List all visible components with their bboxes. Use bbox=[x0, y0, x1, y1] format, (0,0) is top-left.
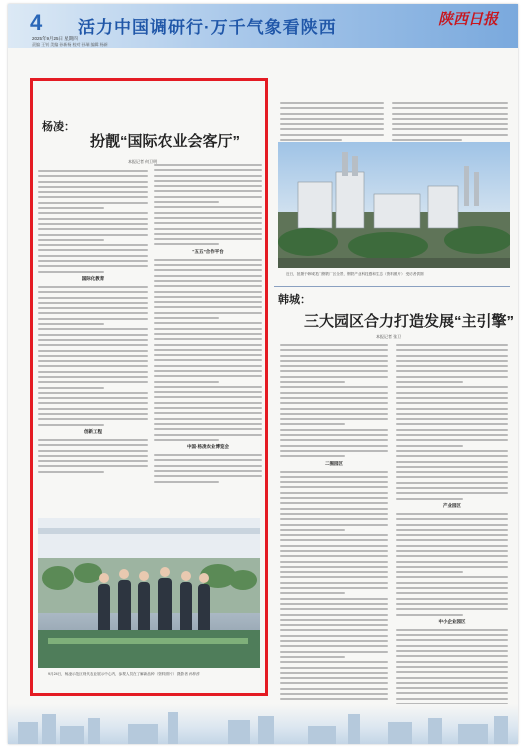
left-subhead-2: “五五”合作平台 bbox=[192, 248, 224, 254]
right-column-1 bbox=[280, 344, 388, 714]
right-subhead-1: 二围园区 bbox=[325, 460, 343, 466]
left-city-title: 杨凌： bbox=[42, 121, 75, 133]
right-subhead-3: 中小企业园区 bbox=[438, 618, 466, 624]
newspaper-page bbox=[8, 4, 518, 744]
page-banner bbox=[8, 4, 518, 48]
right-city-title: 韩城： bbox=[278, 294, 311, 306]
skyline-decoration bbox=[8, 704, 518, 744]
right-main-title: 三大园区合力打造发展“主引擎” bbox=[304, 313, 515, 330]
editors-line: 责编 王钊 美编 孙新杨 校对 孙瑞 编辑 杨新 bbox=[32, 42, 108, 47]
highlight-box bbox=[30, 78, 268, 696]
industrial-photo-illustration bbox=[278, 142, 510, 268]
right-byline: 本报记者 张卫 bbox=[376, 334, 402, 339]
left-subhead-1: 国际化教育 bbox=[81, 275, 105, 281]
page-headline: 活力中国调研行·万千气象看陕西 bbox=[78, 18, 337, 37]
right-article-photo bbox=[278, 142, 510, 268]
left-main-title: 扮靓“国际农业会客厅” bbox=[90, 133, 241, 150]
left-subhead-4: 中国·杨凌农业博览会 bbox=[187, 444, 229, 450]
left-photo-caption: 9月24日，杨凌示范区现代农业展示中心内，参观人员在了解新品种（资料照片） 摄影者 孙梓淳 bbox=[48, 672, 200, 676]
date-line: 2025年9月25日 星期四 bbox=[32, 36, 78, 41]
right-photo-caption: 近日，拍摄于韩城龙门钢铁厂区全景，钢铁产业科技感和生态（资料照片） 受访者供图 bbox=[286, 272, 424, 276]
newspaper-logo: 陕西日报 bbox=[438, 12, 499, 28]
skyline-illustration bbox=[8, 704, 518, 744]
right-subhead-2: 产业园区 bbox=[443, 502, 461, 508]
right-column-2 bbox=[396, 344, 508, 744]
left-subhead-3: 创新工程 bbox=[84, 428, 102, 434]
page-number: 4 bbox=[30, 10, 43, 35]
section-divider bbox=[274, 286, 510, 287]
left-byline: 本报记者 何卫明 bbox=[128, 159, 158, 164]
